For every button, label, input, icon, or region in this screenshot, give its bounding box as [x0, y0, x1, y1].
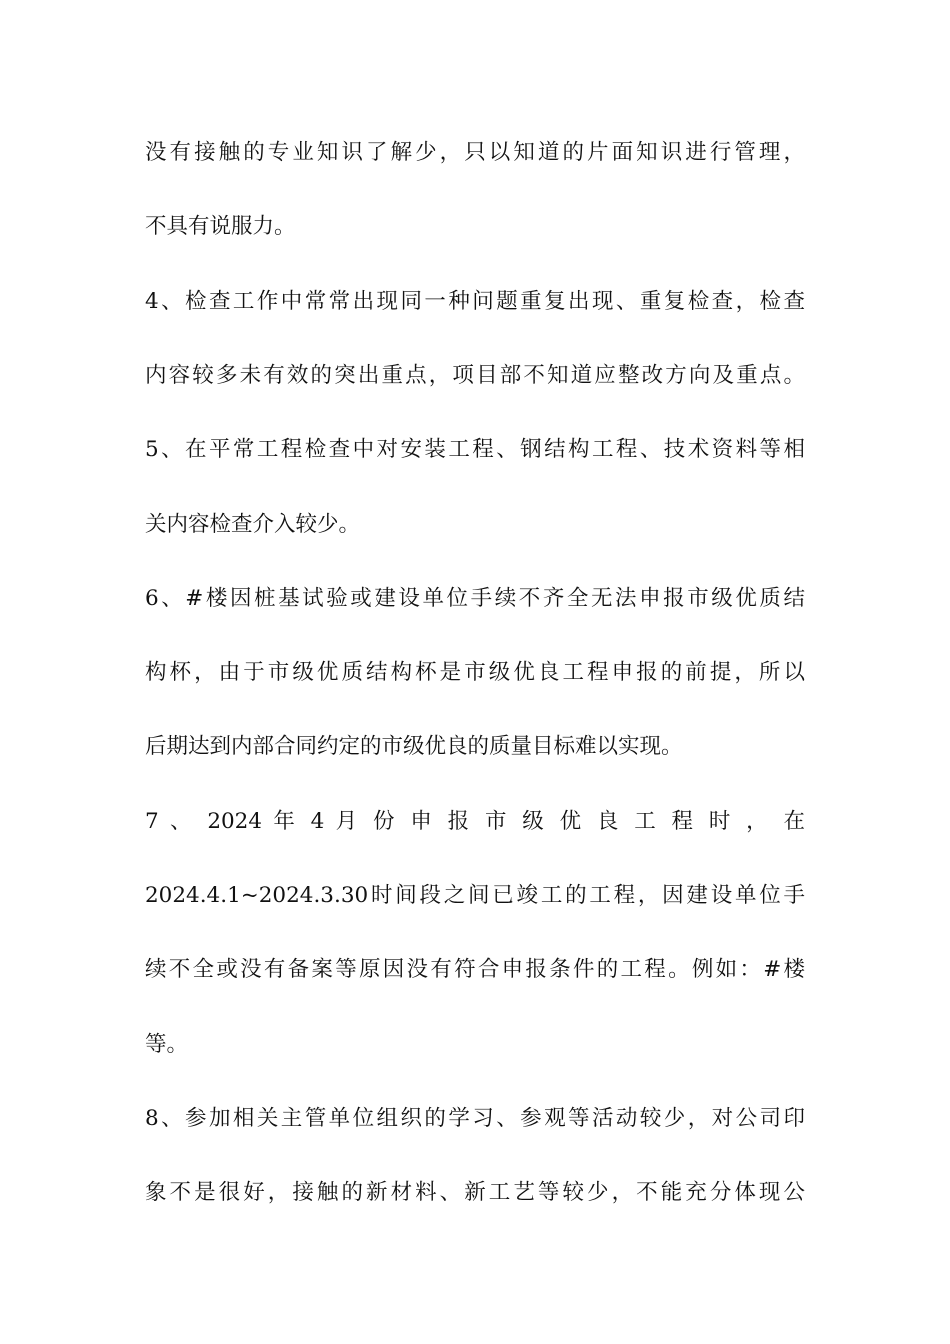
text-line: 6、#楼因桩基试验或建设单位手续不齐全无法申报市级优质结	[145, 586, 805, 611]
text-line: 没有接触的专业知识了解少，只以知道的片面知识进行管理，	[145, 140, 805, 165]
text-line: 不具有说服力。	[145, 214, 296, 239]
text-line: 5、在平常工程检查中对安装工程、钢结构工程、技术资料等相	[145, 437, 805, 462]
text-line: 2024.4.1~2024.3.30时间段之间已竣工的工程，因建设单位手	[145, 883, 805, 908]
text-line: 内容较多未有效的突出重点，项目部不知道应整改方向及重点。	[145, 363, 805, 388]
text-line: 4、检查工作中常常出现同一种问题重复出现、重复检查，检查	[145, 289, 805, 314]
text-line: 7 、 2024 年 4 月 份 申 报 市 级 优 良 工 程 时 ， 在	[145, 809, 805, 834]
text-line: 等。	[145, 1032, 189, 1057]
text-line: 后期达到内部合同约定的市级优良的质量目标难以实现。	[145, 734, 683, 759]
text-line: 关内容检查介入较少。	[145, 512, 361, 537]
text-line: 象不是很好，接触的新材料、新工艺等较少，不能充分体现公	[145, 1180, 805, 1205]
text-line: 8、参加相关主管单位组织的学习、参观等活动较少，对公司印	[145, 1106, 805, 1131]
text-line: 续不全或没有备案等原因没有符合申报条件的工程。例如：#楼	[145, 957, 805, 982]
text-line: 构杯，由于市级优质结构杯是市级优良工程申报的前提，所以	[145, 660, 805, 685]
